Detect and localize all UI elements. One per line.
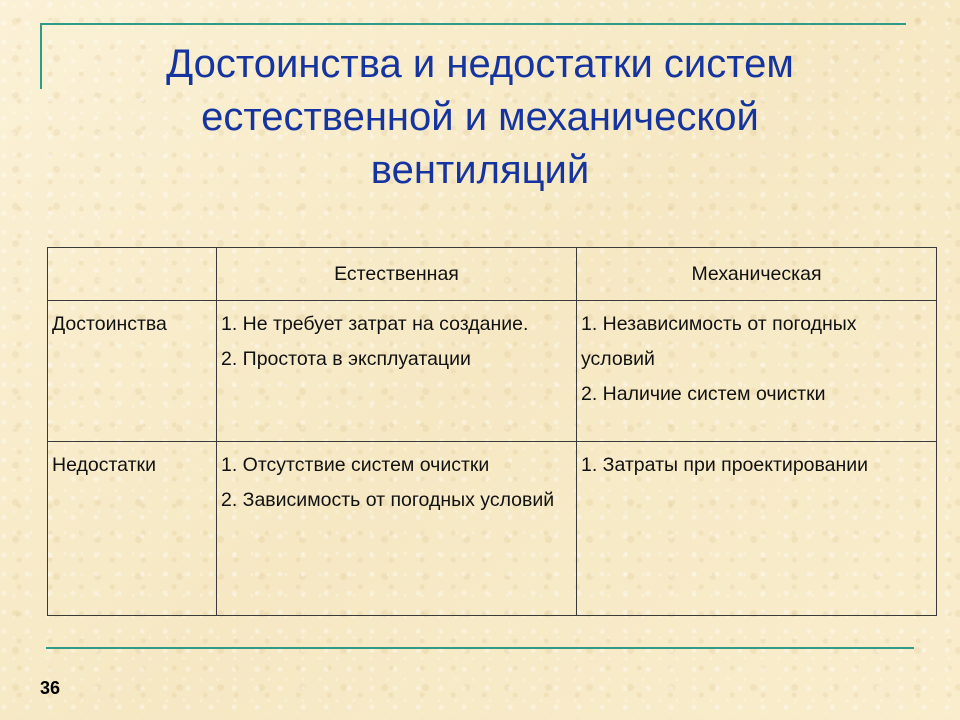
slide-title: [60, 38, 900, 197]
list-item: 2. Зависимость от погодных условий: [221, 489, 555, 511]
list-item: 1. Независимость от погодных условий: [581, 313, 857, 370]
cell-advantages-mechanical: [577, 301, 937, 442]
cell-disadvantages-natural: [217, 442, 577, 616]
cell-advantages-natural: [217, 301, 577, 442]
title-line-2: естественной и механической: [201, 95, 759, 139]
table-row-advantages: [48, 301, 937, 442]
list-item: 1. Не требует затрат на создание.: [221, 313, 529, 335]
list-item: 2. Наличие систем очистки: [581, 383, 826, 405]
title-line-1: Достоинства и недостатки систем: [166, 42, 794, 86]
cell-disadvantages-mechanical: [577, 442, 937, 616]
top-rule-line: [40, 23, 906, 25]
page-number: 36: [40, 678, 61, 698]
list-item: 1. Затраты при проектировании: [581, 454, 869, 476]
row-label-disadvantages: Недостатки: [48, 442, 217, 616]
top-left-rule-tick: [40, 23, 42, 89]
row-label-advantages: Достоинства: [48, 301, 217, 442]
table-row-disadvantages: [48, 442, 937, 616]
table-header-row: [48, 248, 937, 301]
title-line-3: вентиляций: [370, 148, 590, 192]
header-cell-empty: [48, 248, 217, 301]
list-item: 2. Простота в эксплуатации: [221, 348, 471, 370]
header-cell-natural: Естественная: [217, 248, 577, 301]
header-cell-mechanical: Механическая: [577, 248, 937, 301]
comparison-table: [47, 247, 937, 616]
bottom-rule-line: [46, 647, 914, 649]
list-item: 1. Отсутствие систем очистки: [221, 454, 490, 476]
